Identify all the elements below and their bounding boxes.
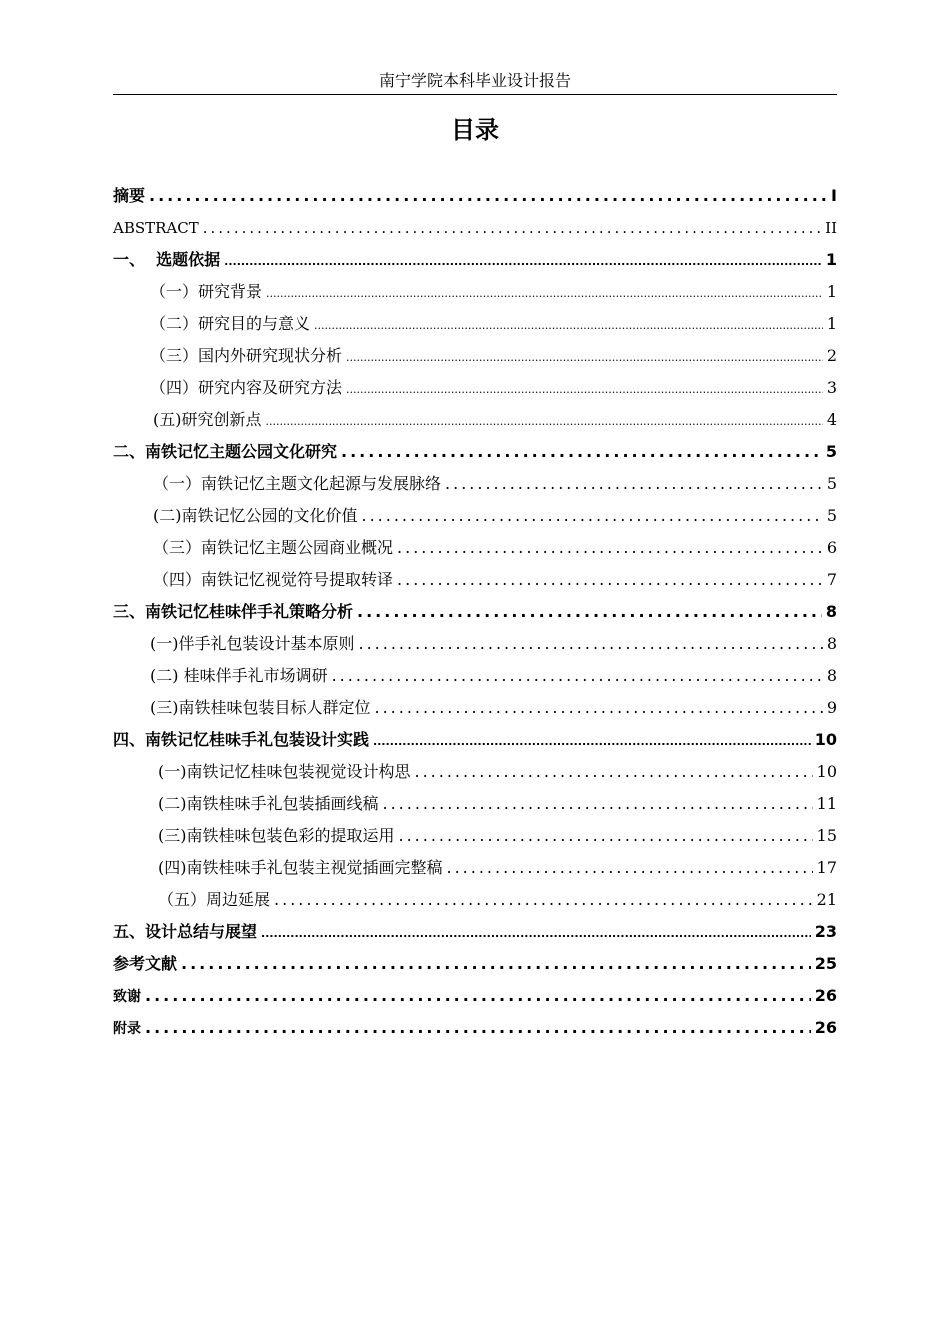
toc-entry-page: 23 [814,922,837,941]
toc-entry-page: 6 [826,538,837,557]
page-title: 目录 [451,116,499,144]
toc-entry-label: (二)南铁记忆公园的文化价值 [153,506,358,525]
toc-entry[interactable] [113,500,837,532]
toc-entry-label: （四）研究内容及研究方法 [150,378,343,397]
toc-leader-dots [346,374,823,406]
toc-entry-page: 25 [814,954,837,973]
toc-entry-page: 9 [826,698,837,717]
toc-entry[interactable] [113,564,837,596]
toc-entry-label: （三）南铁记忆主题公园商业概况 [153,538,394,557]
toc-entry-label: （五）周边延展 [158,890,271,909]
toc-leader-dots [261,918,811,950]
toc-entry-page: 21 [816,890,837,909]
toc-entry[interactable] [113,660,837,692]
toc-entry-page: 10 [816,762,837,781]
toc-entry[interactable] [113,884,837,916]
toc-entry[interactable] [113,596,837,628]
toc-entry-label: (五)研究创新点 [153,410,262,429]
toc-entry[interactable] [113,916,837,948]
toc-leader-dots [373,726,811,758]
toc-entry-page: 17 [816,858,837,877]
toc-entry-label: (一)南铁记忆桂味包装视觉设计构思 [158,762,411,781]
toc-entry[interactable] [113,468,837,500]
toc-entry[interactable] [113,756,837,788]
toc-entry-page: 3 [826,378,837,397]
toc-entry[interactable] [113,692,837,724]
toc-entry-label: (二) 桂味伴手礼市场调研 [150,666,328,685]
toc-leader-dots [375,692,823,724]
toc-entry[interactable] [113,948,837,980]
toc-leader-dots [266,406,823,438]
toc-leader-dots [224,246,822,278]
toc-leader-dots [362,500,823,532]
toc-entry-label: (一)伴手礼包装设计基本原则 [150,634,355,653]
toc-entry-page: II [825,219,837,237]
toc-entry-label: 二、南铁记忆主题公园文化研究 [113,442,338,461]
table-of-contents [113,180,837,1044]
toc-entry[interactable] [113,820,837,852]
toc-entry-label: 摘要 [113,186,146,205]
toc-entry-label: (三)南铁桂味包装目标人群定位 [150,698,371,717]
toc-entry-label: 致谢 [113,989,141,1005]
toc-entry[interactable] [113,372,837,404]
toc-leader-dots [397,564,823,596]
toc-entry-label: 四、南铁记忆桂味手礼包装设计实践 [113,730,370,749]
toc-leader-dots [445,468,823,500]
toc-entry-page: I [831,186,837,205]
toc-entry[interactable] [113,980,837,1012]
toc-leader-dots [383,788,813,820]
toc-leader-dots [203,212,821,244]
toc-entry[interactable] [113,1012,837,1044]
toc-entry[interactable] [113,180,837,212]
toc-entry-page: 11 [816,794,837,813]
toc-leader-dots [341,436,822,468]
toc-entry-label: （二）研究目的与意义 [150,314,311,333]
toc-entry-label: (三)南铁桂味包装色彩的提取运用 [158,826,395,845]
toc-entry-page: 8 [826,666,837,685]
toc-leader-dots [332,660,823,692]
toc-entry-page: 1 [826,282,837,301]
toc-entry-page: 26 [814,986,837,1005]
toc-leader-dots [447,852,813,884]
toc-entry-page: 1 [826,314,837,333]
toc-leader-dots [145,980,811,1012]
toc-leader-dots [346,342,823,374]
toc-entry-label: （三）国内外研究现状分析 [150,346,343,365]
toc-entry[interactable] [113,628,837,660]
toc-leader-dots [181,948,811,980]
toc-entry-page: 2 [826,346,837,365]
toc-leader-dots [399,820,813,852]
toc-entry-page: 26 [814,1018,837,1037]
toc-entry-label: 参考文献 [113,954,178,973]
toc-leader-dots [359,628,823,660]
toc-entry-label: (四)南铁桂味手礼包装主视觉插画完整稿 [158,858,443,877]
toc-entry-page: 4 [826,410,837,429]
toc-entry-page: 10 [814,730,837,749]
toc-leader-dots [314,310,823,342]
toc-entry[interactable] [113,276,837,308]
page-header: 南宁学院本科毕业设计报告 [113,68,837,95]
toc-leader-dots [415,756,813,788]
toc-leader-dots [397,532,823,564]
toc-entry[interactable] [113,404,837,436]
toc-leader-dots [149,180,827,212]
toc-entry-label: 一、 选题依据 [113,250,221,269]
toc-entry-page: 5 [826,506,837,525]
toc-entry-label: 附录 [113,1021,141,1037]
toc-entry-label: (二)南铁桂味手礼包装插画线稿 [158,794,379,813]
toc-leader-dots [274,884,813,916]
toc-entry-label: （一）研究背景 [150,282,263,301]
toc-entry[interactable] [113,436,837,468]
toc-entry-page: 8 [826,634,837,653]
toc-entry-label: 五、设计总结与展望 [113,922,258,941]
toc-entry[interactable] [113,852,837,884]
toc-entry-page: 5 [825,442,837,461]
toc-entry-page: 5 [826,474,837,493]
toc-entry-label: 三、南铁记忆桂味伴手礼策略分析 [113,602,354,621]
toc-entry-page: 8 [825,602,837,621]
toc-entry-page: 1 [825,250,837,269]
toc-entry-page: 7 [826,570,837,589]
toc-leader-dots [266,278,823,310]
toc-entry[interactable] [113,532,837,564]
toc-entry-label: （四）南铁记忆视觉符号提取转译 [153,570,394,589]
toc-entry[interactable] [113,212,837,244]
toc-entry[interactable] [113,244,837,276]
toc-entry-label: （一）南铁记忆主题文化起源与发展脉络 [153,474,442,493]
toc-leader-dots [145,1012,811,1044]
toc-entry-page: 15 [816,826,837,845]
toc-entry[interactable] [113,308,837,340]
toc-leader-dots [357,596,822,628]
toc-entry[interactable] [113,340,837,372]
toc-entry[interactable] [113,724,837,756]
toc-entry-label: ABSTRACT [113,219,199,237]
toc-entry[interactable] [113,788,837,820]
